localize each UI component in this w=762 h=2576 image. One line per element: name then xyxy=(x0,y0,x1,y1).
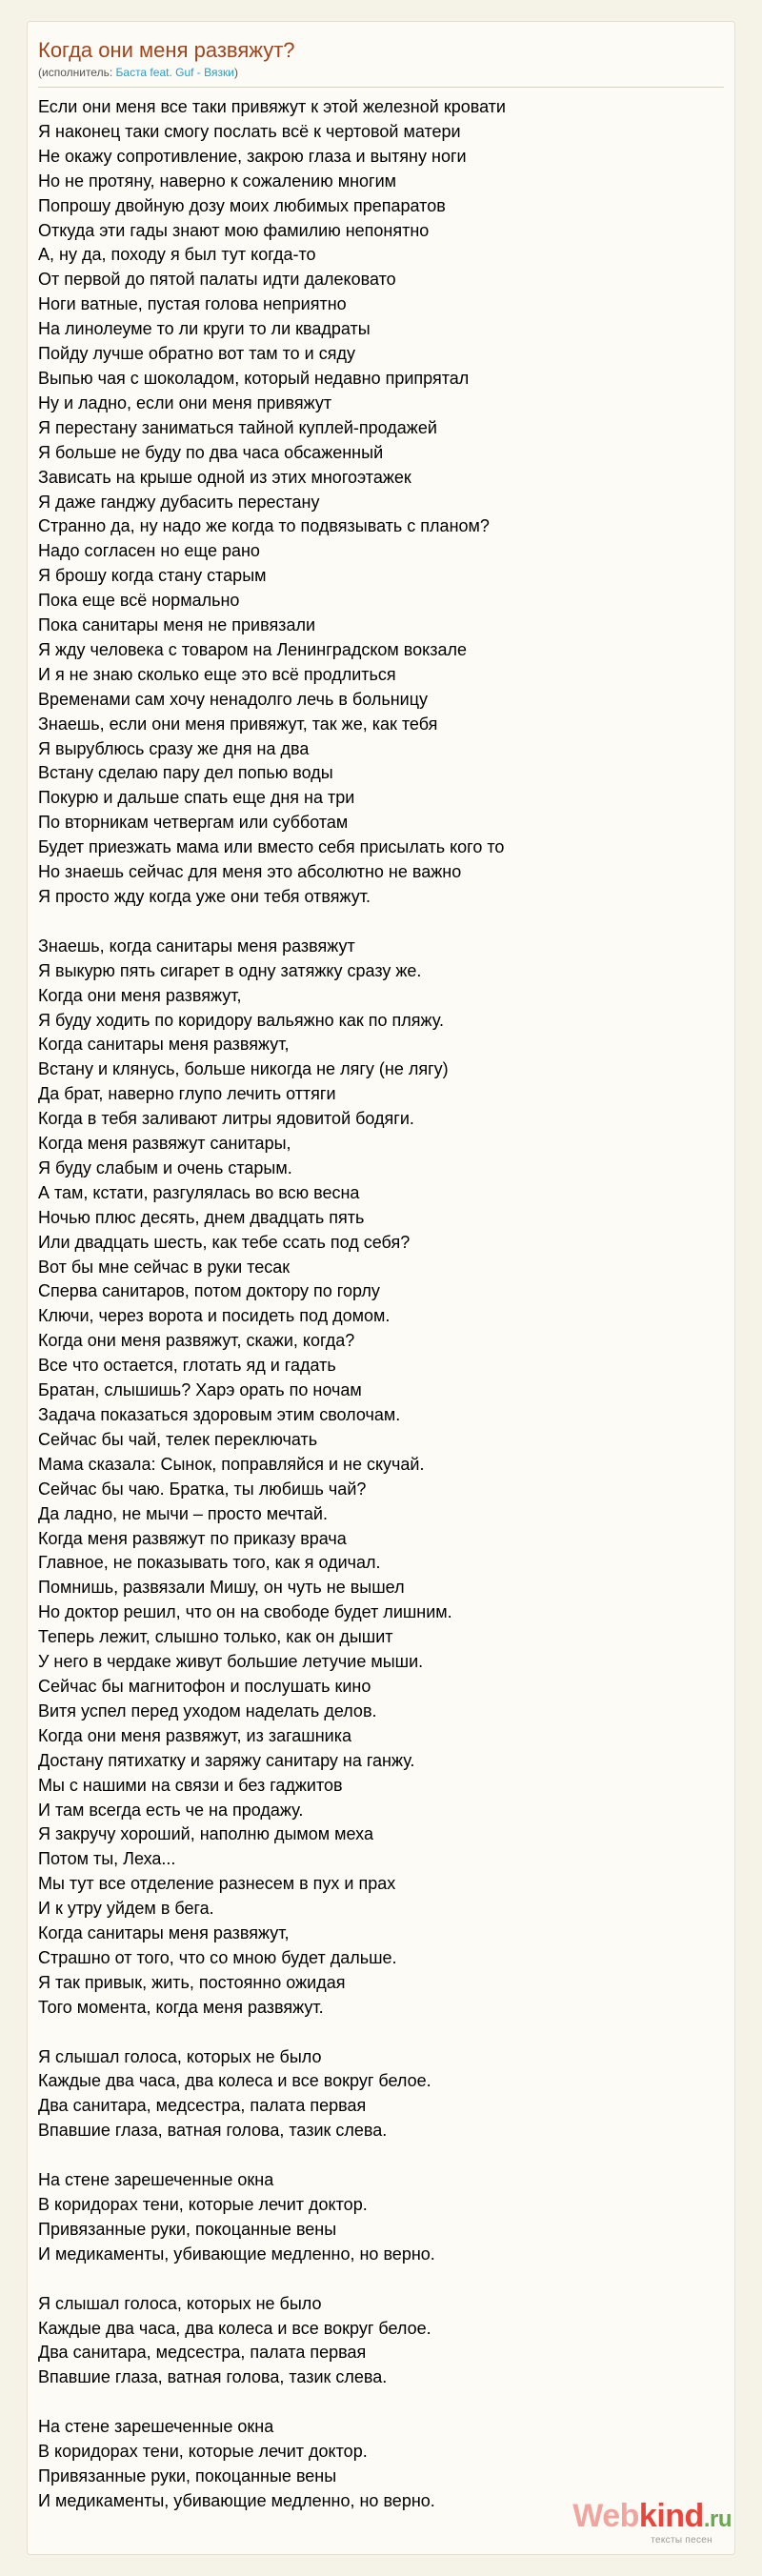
lyric-line: Я закручу хороший, наполню дымом меха xyxy=(38,1824,373,1844)
lyric-line: Каждые два часа, два колеса и все вокруг белое. xyxy=(38,2318,431,2338)
lyric-line: Странно да, ну надо же когда то подвязывать с планом? xyxy=(38,516,490,536)
lyric-line: Надо согласен но еще рано xyxy=(38,541,260,561)
lyric-line: В коридорах тени, которые лечит доктор. xyxy=(38,2194,368,2214)
lyric-line: Да брат, наверно глупо лечить оттяги xyxy=(38,1084,336,1104)
lyric-line: Страшно от того, что со мною будет дальше. xyxy=(38,1947,397,1967)
lyric-line: В коридорах тени, которые лечит доктор. xyxy=(38,2442,368,2462)
lyric-line: Я так привык, жить, постоянно ожидая xyxy=(38,1972,346,1992)
song-header xyxy=(38,38,295,80)
lyric-line: Вот бы мне сейчас в руки тесак xyxy=(38,1257,291,1277)
lyric-line: Если они меня все таки привяжут к этой железной кровати xyxy=(38,97,506,116)
lyric-line: И я не знаю сколько еще это всё продлиться xyxy=(38,664,396,684)
lyric-line: Но знаешь сейчас для меня это абсолютно не важно xyxy=(38,862,462,882)
lyric-line: Я слышал голоса, которых не было xyxy=(38,2046,322,2066)
lyric-line: Будет приезжать мама или вместо себя присылать кого то xyxy=(38,837,505,857)
lyric-line: И там всегда есть че на продажу. xyxy=(38,1800,304,1820)
lyrics-stanza xyxy=(38,2292,724,2391)
lyric-line: Когда они меня развяжут, скажи, когда? xyxy=(38,1331,355,1351)
lyric-line: Я даже ганджу дубасить перестану xyxy=(38,492,320,512)
lyric-line: Того момента, когда меня развяжут. xyxy=(38,1997,324,2017)
lyric-line: Я перестану заниматься тайной куплей-продажей xyxy=(38,417,437,437)
artist-link[interactable]: Баста feat. Guf - Вязки xyxy=(115,66,234,79)
lyric-line: Я буду слабым и очень старым. xyxy=(38,1157,292,1177)
lyric-line: Попрошу двойную дозу моих любимых препаратов xyxy=(38,195,446,215)
lyric-line: Я слышал голоса, которых не было xyxy=(38,2293,322,2313)
lyric-line: И медикаменты, убивающие медленно, но верно. xyxy=(38,2490,435,2510)
lyric-line: Я буду ходить по коридору вальяжно как по пляжу. xyxy=(38,1010,444,1030)
lyric-line: Встану сделаю пару дел попью воды xyxy=(38,763,333,783)
lyric-line: Когда меня развяжут по приказу врача xyxy=(38,1528,347,1548)
lyric-line: Потом ты, Леха... xyxy=(38,1849,176,1869)
lyric-line: Но не протяну, наверно к сожалению многим xyxy=(38,171,397,191)
lyric-line: Я больше не буду по два часа обсаженный xyxy=(38,442,384,462)
lyric-line: Сейчас бы чаю. Братка, ты любишь чай? xyxy=(38,1479,367,1499)
lyric-line: Когда санитары меня развяжут, xyxy=(38,1035,290,1055)
lyric-line: Пока еще всё нормально xyxy=(38,591,240,611)
performer-close: ) xyxy=(233,66,238,79)
lyric-line: Пока санитары меня не привязали xyxy=(38,615,316,635)
lyric-line: Да ладно, не мычи – просто мечтай. xyxy=(38,1503,328,1523)
lyric-line: Знаешь, когда санитары меня развяжут xyxy=(38,936,355,956)
lyric-line: Я вырублюсь сразу же дня на два xyxy=(38,738,310,758)
logo-subtitle: тексты песен xyxy=(651,2535,712,2546)
performer-line xyxy=(38,65,295,80)
lyric-line: Но доктор решил, что он на свободе будет лишним. xyxy=(38,1602,452,1622)
lyrics-stanza xyxy=(38,95,724,910)
lyric-line: Ну и ладно, если они меня привяжут xyxy=(38,392,332,413)
lyric-line: Сейчас бы чай, телек переключать xyxy=(38,1429,318,1449)
lyric-line: Каждые два часа, два колеса и все вокруг белое. xyxy=(38,2071,431,2091)
lyrics-stanza xyxy=(38,2168,724,2267)
lyric-line: Главное, не показывать того, как я одичал. xyxy=(38,1553,381,1573)
lyric-line: Теперь лежит, слышно только, как он дышит xyxy=(38,1627,393,1647)
lyric-line: Витя успел перед уходом наделать делов. xyxy=(38,1701,377,1721)
lyric-line: И к утру уйдем в бега. xyxy=(38,1899,214,1919)
lyric-line: Мы тут все отделение разнесем в пух и прах xyxy=(38,1874,396,1894)
lyric-line: От первой до пятой палаты идти далековато xyxy=(38,270,396,290)
lyric-line: Не окажу сопротивление, закрою глаза и вытяну ноги xyxy=(38,146,467,166)
lyric-line: На стене зарешеченные окна xyxy=(38,2170,274,2190)
lyric-line: Когда они меня развяжут, из загашника xyxy=(38,1725,351,1745)
lyric-line: Или двадцать шесть, как тебе ссать под себя? xyxy=(38,1232,411,1252)
lyric-line: Сперва санитаров, потом доктору по горлу xyxy=(38,1281,380,1301)
header-divider xyxy=(38,87,724,88)
lyric-line: И медикаменты, убивающие медленно, но верно. xyxy=(38,2244,435,2264)
lyric-line: Помнишь, развязали Мишу, он чуть не вышел xyxy=(38,1578,405,1598)
lyric-line: Два санитара, медсестра, палата первая xyxy=(38,2096,367,2116)
lyric-line: Откуда эти гады знают мою фамилию непонятно xyxy=(38,220,430,240)
lyric-line: Привязанные руки, покоцанные вены xyxy=(38,2465,337,2485)
lyric-line: А, ну да, походу я был тут когда-то xyxy=(38,245,316,265)
lyric-line: Впавшие глаза, ватная голова, тазик слева. xyxy=(38,2367,388,2387)
lyric-line: Я брошу когда стану старым xyxy=(38,566,267,586)
lyric-line: Два санитара, медсестра, палата первая xyxy=(38,2343,367,2363)
lyric-line: Впавшие глаза, ватная голова, тазик слева. xyxy=(38,2121,388,2141)
page-title: Когда они меня развяжут? xyxy=(38,38,295,62)
lyric-line: На стене зарешеченные окна xyxy=(38,2417,274,2437)
lyric-line: Встану и клянусь, больше никогда не лягу (не лягу) xyxy=(38,1059,449,1079)
logo-wordmark: Webkind.ru xyxy=(572,2498,732,2534)
lyric-line: Временами сам хочу ненадолго лечь в больницу xyxy=(38,689,429,709)
webkind-logo[interactable] xyxy=(572,2499,732,2546)
lyric-line: Привязанные руки, покоцанные вены xyxy=(38,2219,337,2239)
lyric-line: А там, кстати, разгулялась во всю весна xyxy=(38,1182,360,1202)
lyric-line: Зависать на крыше одной из этих многоэтажек xyxy=(38,467,411,487)
lyric-line: Когда они меня развяжут, xyxy=(38,985,242,1005)
lyric-line: Когда санитары меня развяжут, xyxy=(38,1923,290,1943)
performer-label: (исполнитель: xyxy=(38,66,113,79)
lyric-line: Ноги ватные, пустая голова неприятно xyxy=(38,294,347,314)
lyric-line: Задача показаться здоровым этим сволочам. xyxy=(38,1405,401,1425)
lyrics-stanza xyxy=(38,2045,724,2144)
lyric-line: Покурю и дальше спать еще дня на три xyxy=(38,788,355,808)
lyric-line: Когда меня развяжут санитары, xyxy=(38,1134,291,1154)
lyric-line: По вторникам четвергам или субботам xyxy=(38,813,349,833)
lyrics-stanza xyxy=(38,935,724,2021)
lyric-line: Я наконец таки смогу послать всё к чертовой матери xyxy=(38,121,461,141)
lyric-line: У него в чердаке живут большие летучие мыши. xyxy=(38,1652,424,1672)
lyric-line: Мама сказала: Сынок, поправляйся и не скучай. xyxy=(38,1454,425,1474)
lyric-line: Знаешь, если они меня привяжут, так же, как тебя xyxy=(38,714,438,734)
lyric-line: Я просто жду когда уже они тебя отвяжут. xyxy=(38,887,371,906)
lyric-line: Когда в тебя заливают литры ядовитой бодяги. xyxy=(38,1109,414,1129)
lyric-line: Ночью плюс десять, днем двадцать пять xyxy=(38,1207,365,1227)
lyric-line: Мы с нашими на связи и без гаджитов xyxy=(38,1775,343,1795)
lyric-line: Выпью чая с шоколадом, который недавно припрятал xyxy=(38,368,470,388)
lyric-line: На линолеуме то ли круги то ли квадраты xyxy=(38,319,371,339)
lyric-line: Все что остается, глотать яд и гадать xyxy=(38,1356,336,1376)
lyrics-body xyxy=(38,95,724,2514)
lyric-line: Достану пятихатку и заряжу санитару на ганжу. xyxy=(38,1750,415,1770)
lyric-line: Сейчас бы магнитофон и послушать кино xyxy=(38,1676,371,1696)
lyric-line: Ключи, через ворота и посидеть под домом. xyxy=(38,1306,391,1326)
lyric-line: Братан, слышишь? Харэ орать по ночам xyxy=(38,1380,362,1400)
lyric-line: Пойду лучше обратно вот там то и сяду xyxy=(38,344,355,364)
lyric-line: Я выкурю пять сигарет в одну затяжку сразу же. xyxy=(38,960,422,980)
lyric-line: Я жду человека с товаром на Ленинградском вокзале xyxy=(38,639,468,659)
